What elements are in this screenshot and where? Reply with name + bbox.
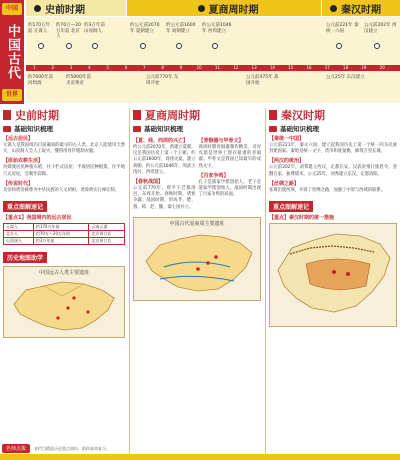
timeline-event: 公元前202年 西汉建立: [364, 23, 397, 34]
timeline-tick: 16: [306, 65, 312, 70]
map-xia-shang-zhou: [133, 217, 261, 301]
timeline-tick: 8: [161, 65, 164, 70]
block-title: 【 夏、商、西周的兴亡 】: [133, 137, 196, 144]
key-point-heading: 重点图解速记: [269, 201, 313, 212]
section-qin-han: [266, 108, 400, 327]
block-title: 【 两汉的统治 】: [269, 157, 397, 164]
china-map-icon: [270, 224, 396, 326]
timeline-marker: [374, 43, 380, 49]
block-title: 【 百家争鸣 】: [199, 172, 262, 179]
timeline-event: 约公元前1046年 西周建立: [202, 23, 232, 34]
tag-world: 世界: [2, 89, 22, 101]
timeline-event: 约3万年前 山顶洞人: [84, 23, 105, 34]
page-title: 中国古代: [5, 24, 20, 80]
timeline-event: 公元前221年 秦统一六国: [326, 23, 359, 34]
tag-china: 中国: [2, 3, 22, 15]
timeline-tick: 4: [88, 65, 91, 70]
section-xia-shang-zhou: [130, 108, 264, 301]
timeline-tick: 13: [251, 65, 257, 70]
era-prehistoric: 史前时期: [26, 0, 126, 16]
table-row: 北京人 约70万—20万年前 北京周口店: [4, 231, 125, 238]
block-text: 河姆渡居民种植水稻，住干栏式房屋；半坡居民种植粟，住半地穴式房屋，会制作彩陶。: [3, 165, 125, 177]
section-marker-icon: [269, 110, 277, 120]
two-column-text: [133, 135, 261, 211]
block-title: 【 春秋战国 】: [133, 178, 196, 185]
section-title: 秦汉时期: [269, 108, 397, 122]
timeline-tick: 17: [324, 65, 330, 70]
timeline-marker: [336, 43, 342, 49]
timeline-tick: 6: [124, 65, 128, 70]
pill-icon: [269, 126, 277, 132]
block-text: 公元前202年，刘邦建立西汉，定都长安。汉武帝推行推恩令，罢黜百家，独尊儒术。公元25年，刘秀建立东汉，定都洛阳。: [269, 165, 397, 177]
key-point-line: 【重点】秦汉时期的统一措施: [269, 215, 335, 222]
block-text: 约公元前2070年，禹建立夏朝，这是我国历史上第一个王朝。约公元前1600年，商汤灭夏，建立商朝。约公元前1046年，周武王伐纣，西周建立。: [133, 145, 196, 175]
timeline-marker: [38, 43, 44, 49]
era-xia-shang-zhou: 夏商周时期: [127, 0, 321, 16]
timeline-event: 约5000年前 炎帝黄帝: [66, 75, 91, 86]
timeline: [26, 17, 400, 103]
era-qin-han: 秦汉时期: [322, 0, 400, 16]
key-point-line: 【重点1】我国境内的远古居民: [3, 215, 72, 222]
section-title: 夏商周时期: [133, 108, 261, 122]
timeline-marker: [92, 43, 98, 49]
timeline-tick: 18: [343, 65, 349, 70]
block-text: 炎帝和黄帝被尊为中华民族的人文初祖。尧舜禹实行禅让制。: [3, 187, 120, 193]
timeline-tick: 20: [379, 65, 385, 70]
timeline-marker: [176, 43, 182, 49]
block-text: 孔子是儒家学派创始人，老子是道家学派创始人。战国时期出现了百家争鸣的局面。: [198, 179, 261, 198]
footer-tag: 名师点拨: [2, 444, 30, 453]
timeline-tick: 5: [106, 65, 109, 70]
map-heading: 历史地图助学: [3, 252, 47, 263]
timeline-event: 约公元前1600年 商朝建立: [166, 23, 196, 34]
table-row: 山顶洞人 约3万年前 北京周口店: [4, 238, 125, 245]
timeline-marker: [212, 43, 218, 49]
timeline-tick: 15: [288, 65, 294, 70]
block-title: 【 丝绸之路 】: [269, 180, 397, 187]
timeline-event: 公元前770年 东周开始: [146, 75, 179, 86]
timeline-tick: 12: [233, 65, 239, 70]
block-text: 张骞出使西域，开辟了丝绸之路，加强了中原与西域的联系。: [269, 187, 386, 193]
timeline-event: 公元前475年 战国开始: [246, 75, 279, 86]
section-marker-icon: [3, 110, 11, 120]
china-map-icon: [4, 276, 122, 336]
block-title: 【 远古居民 】: [3, 135, 125, 142]
block-text: 商周时期青铜器制作精美，司母戊鼎是世界上现存最重的青铜器。甲骨文是我国已知最早的成熟文字。: [198, 145, 261, 169]
table-row: 元谋人 约170万年前 云南元谋: [4, 224, 125, 231]
vertical-title-strip: [0, 0, 24, 104]
timeline-tick: 19: [361, 65, 367, 70]
timeline-tick: 7: [143, 65, 146, 70]
block-text: 元谋人是我国境内目前确知的最早的古人类。北京人能使用天然火，山顶洞人会人工取火，懂得用骨针缝制衣服。: [3, 143, 125, 155]
pill-icon: [3, 126, 11, 132]
subsection-title: 基础知识梳理: [269, 124, 397, 133]
section-title: 史前时期: [3, 108, 125, 122]
block-title: 【 传说时代 】: [3, 180, 125, 187]
block-text: 公元前221年，秦灭六国，建立起我国历史上第一个统一的多民族封建国家。秦始皇统一文字、货币和度量衡，修筑万里长城。: [269, 143, 397, 155]
timeline-event: 约170万年前 元谋人: [28, 23, 51, 34]
timeline-event: 约70万—20万年前 北京人: [56, 23, 81, 39]
timeline-tick: 14: [269, 65, 275, 70]
block-title: 【 原始农耕生活 】: [3, 157, 125, 164]
key-point-heading: 重点图解速记: [3, 201, 47, 212]
map-qin-han: [269, 223, 397, 327]
section-prehistoric: [0, 108, 128, 338]
timeline-tick: 11: [214, 65, 221, 70]
timeline-tick: 10: [196, 65, 202, 70]
era-bullet-icon: [34, 5, 41, 12]
era-bullet-icon: [198, 5, 205, 12]
timeline-tick: 2: [51, 65, 55, 70]
pill-icon: [133, 126, 141, 132]
map-caption: 中国古代夏商周主要遗址: [169, 220, 225, 227]
era-bullet-icon: [330, 5, 337, 12]
map-caption: 中国远古人类主要遗址: [38, 270, 89, 277]
block-title: 【 秦统一中国 】: [269, 135, 397, 142]
timeline-event: 公元25年 东汉建立: [326, 75, 365, 80]
china-map-icon: [134, 227, 260, 299]
timeline-tick: 9: [179, 65, 183, 70]
subsection-title: 基础知识梳理: [133, 124, 261, 133]
timeline-marker: [140, 43, 146, 49]
map-prehistoric: [3, 266, 125, 338]
footer-note: 本栏目精选历史重点知识，助你高效复习。: [34, 446, 110, 451]
block-text: 公元前770年，周平王迁都洛邑，东周开始。春秋时期，诸侯争霸；战国时期，形成齐、楚、燕、韩、赵、魏、秦七国并立。: [133, 186, 196, 210]
section-marker-icon: [133, 110, 141, 120]
timeline-tick: 1: [33, 65, 36, 70]
subsection-title: 基础知识梳理: [3, 124, 125, 133]
timeline-event: 约公元前2070年 夏朝建立: [130, 23, 160, 34]
timeline-marker: [66, 43, 72, 49]
block-title: 【 青铜器与甲骨文 】: [199, 137, 262, 144]
timeline-event: 约7000年前 河姆渡: [28, 75, 53, 86]
key-point-table: [3, 223, 125, 245]
footer-strip: [0, 454, 400, 460]
timeline-tick: 3: [69, 65, 73, 70]
